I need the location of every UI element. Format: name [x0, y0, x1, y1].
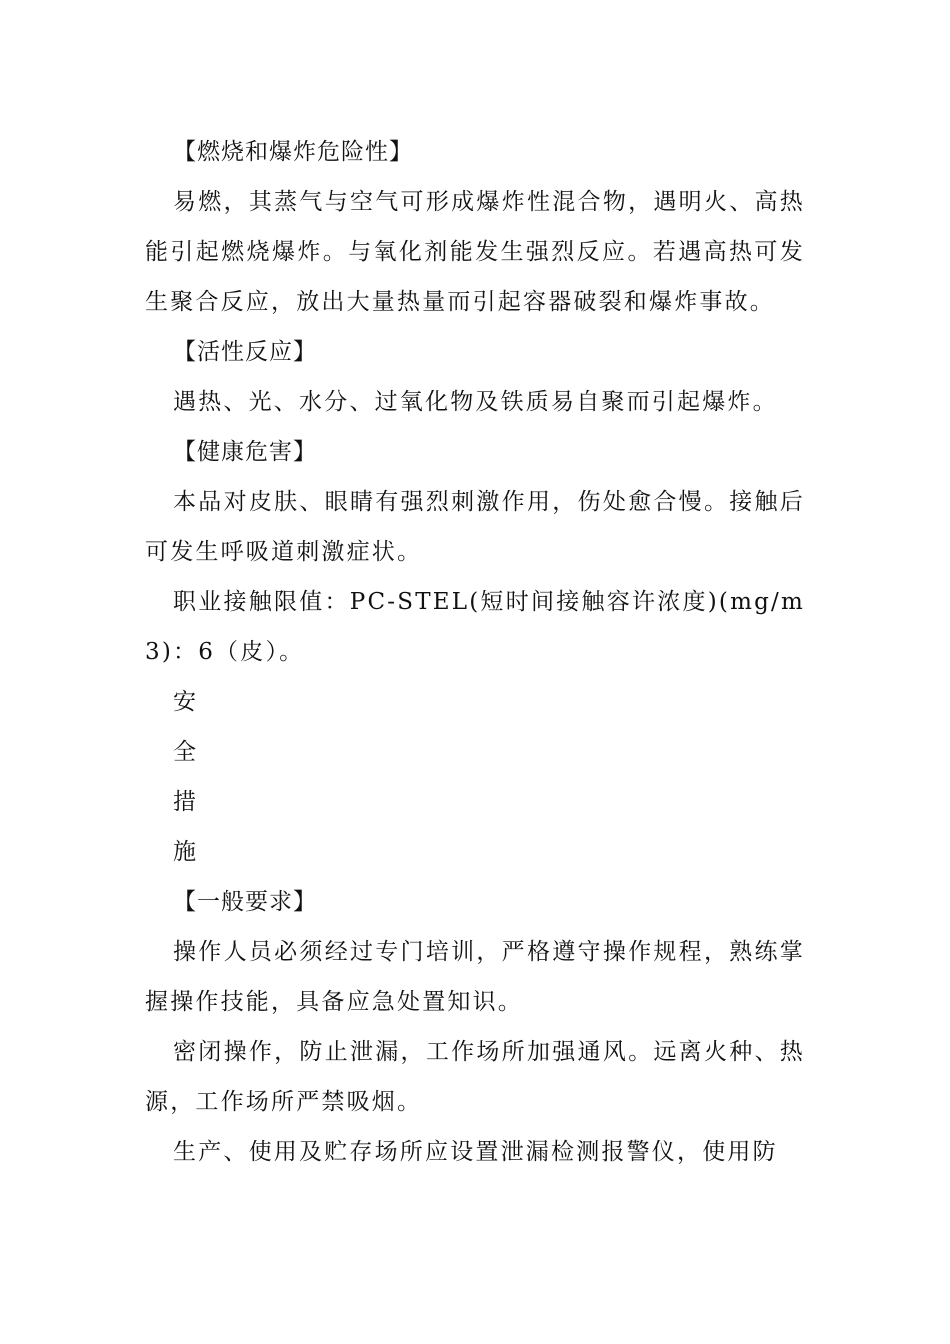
- general-requirements-text-1: 操作人员必须经过专门培训，严格遵守操作规程，熟练掌握操作技能，具备应急处置知识。: [145, 939, 805, 1015]
- exposure-limit-text: 职业接触限值：PC-STEL(短时间接触容许浓度)(mg/m3)：6（皮）。: [145, 589, 805, 665]
- safety-measures-char-1: 安: [173, 689, 196, 715]
- safety-measures-char-3: 措: [173, 789, 196, 815]
- reactivity-heading: 【活性反应】: [173, 339, 317, 365]
- health-hazard-heading: 【健康危害】: [173, 439, 317, 465]
- fire-hazard-heading: 【燃烧和爆炸危险性】: [173, 139, 413, 165]
- document-body: [145, 127, 805, 1177]
- general-requirements-heading: 【一般要求】: [173, 889, 317, 915]
- general-requirements-text-2: 密闭操作，防止泄漏，工作场所加强通风。远离火种、热源，工作场所严禁吸烟。: [145, 1039, 805, 1115]
- general-requirements-text-3: 生产、使用及贮存场所应设置泄漏检测报警仪，使用防: [173, 1139, 778, 1165]
- fire-hazard-text: 易燃，其蒸气与空气可形成爆炸性混合物，遇明火、高热能引起燃烧爆炸。与氧化剂能发生强烈反应。若遇高热可发生聚合反应，放出大量热量而引起容器破裂和爆炸事故。: [145, 189, 805, 315]
- health-hazard-text: 本品对皮肤、眼睛有强烈刺激作用，伤处愈合慢。接触后可发生呼吸道刺激症状。: [145, 489, 805, 565]
- safety-measures-char-4: 施: [173, 839, 196, 865]
- reactivity-text: 遇热、光、水分、过氧化物及铁质易自聚而引起爆炸。: [173, 389, 778, 415]
- safety-measures-char-2: 全: [173, 739, 196, 765]
